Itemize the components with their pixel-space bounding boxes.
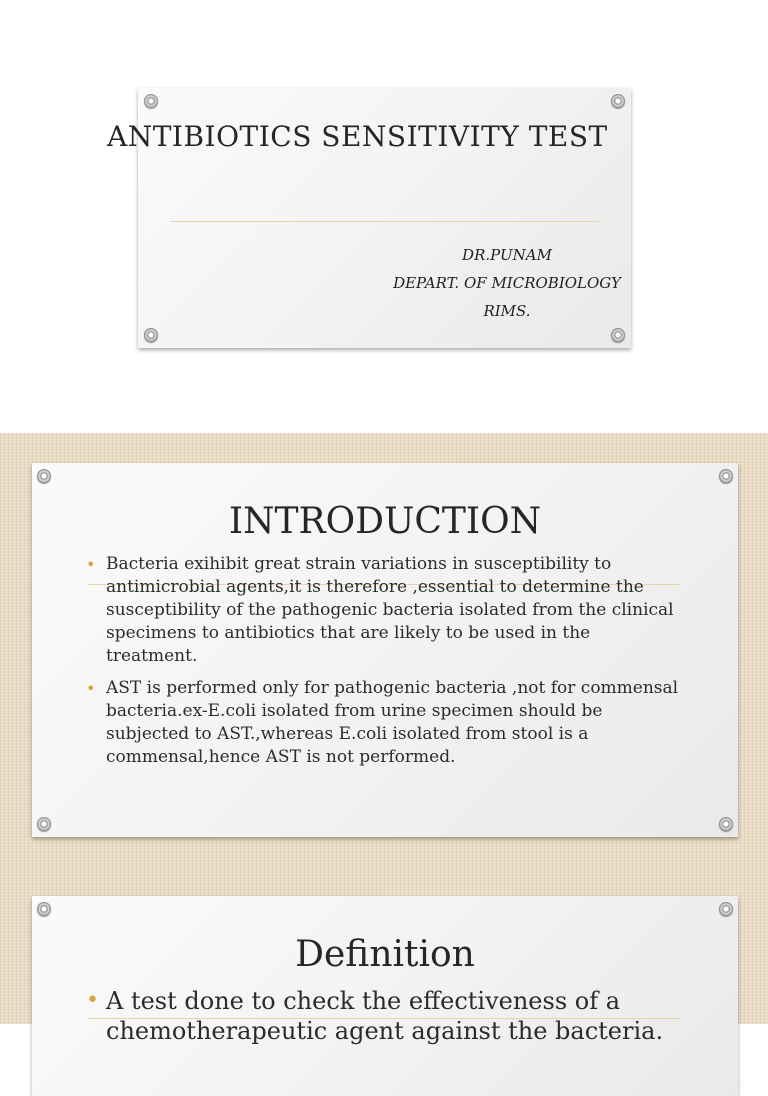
pin-icon bbox=[611, 94, 625, 108]
pin-icon bbox=[611, 328, 625, 342]
bullet-icon: • bbox=[86, 555, 96, 574]
pin-icon bbox=[719, 469, 733, 483]
bullet-text: A test done to check the effectiveness of a chemotherapeutic agent against the bacteria. bbox=[106, 987, 664, 1045]
pin-icon bbox=[719, 817, 733, 831]
pin-icon bbox=[719, 902, 733, 916]
list-item bbox=[86, 553, 686, 668]
pin-icon bbox=[37, 902, 51, 916]
presentation-title: ANTIBIOTICS SENSITIVITY TEST bbox=[107, 120, 608, 153]
bullet-text: AST is performed only for pathogenic bacteria ,not for commensal bacteria.ex-E.coli isolated from urine specimen should be subjected to AST.,whereas E.coli isolated from stool is a commensal,hence AST is not performed. bbox=[106, 678, 679, 767]
pin-icon bbox=[37, 469, 51, 483]
divider-rule bbox=[170, 221, 599, 222]
pin-icon bbox=[37, 817, 51, 831]
presenter-name: DR.PUNAM bbox=[462, 246, 552, 264]
bullet-list bbox=[86, 553, 686, 778]
presenter-department: DEPART. OF MICROBIOLOGY bbox=[393, 274, 621, 292]
slide-definition bbox=[0, 866, 768, 1045]
list-item bbox=[86, 677, 686, 769]
list-item bbox=[86, 986, 686, 1046]
bullet-icon: • bbox=[86, 988, 99, 1013]
presenter-institution: RIMS. bbox=[483, 302, 531, 320]
slide-heading: INTRODUCTION bbox=[228, 501, 542, 542]
slide-title bbox=[0, 0, 768, 433]
bullet-list bbox=[86, 986, 686, 1046]
bullet-text: Bacteria exihibit great strain variations in susceptibility to antimicrobial agents,it is therefore ,essential to determine the susceptibility of the pathogenic bacteria isolated from the clinical specimens to antibiotics that are likely to be used in the treatment. bbox=[106, 554, 674, 666]
pin-icon bbox=[144, 94, 158, 108]
slide-heading: Definition bbox=[295, 934, 475, 975]
presenter-info bbox=[340, 241, 674, 325]
slide-introduction bbox=[0, 433, 768, 866]
bullet-icon: • bbox=[86, 679, 96, 698]
pin-icon bbox=[144, 328, 158, 342]
